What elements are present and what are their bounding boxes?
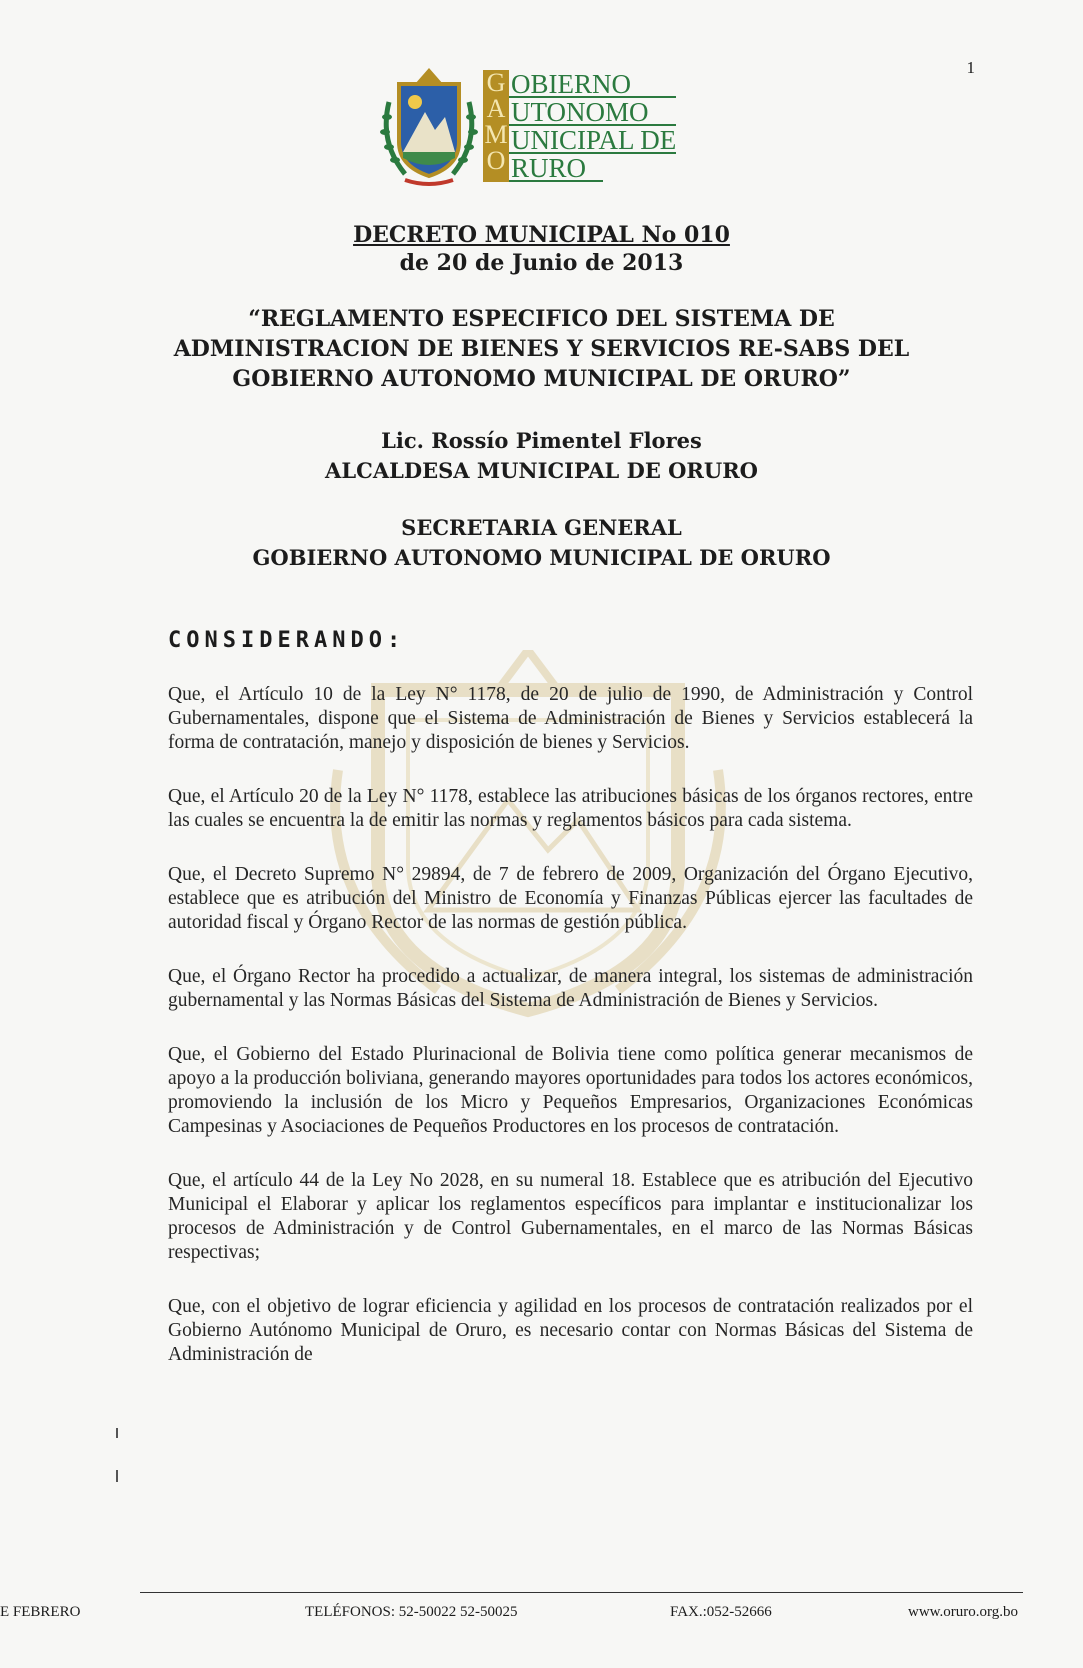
mayor-title: ALCALDESA MUNICIPAL DE ORURO [325, 458, 758, 483]
regulation-title-line: “REGLAMENTO ESPECIFICO DEL SISTEMA DE [248, 306, 835, 332]
logo-letter: G [486, 68, 506, 97]
footer-website: www.oruro.org.bo [908, 1604, 1018, 1620]
paragraph: Que, el Órgano Rector ha procedido a actualizar, de manera integral, los sistemas de administración gubernamental y las Normas Básicas del Sistema de Administración de Bienes y Servicios. [168, 966, 973, 1011]
paragraph: Que, el Gobierno del Estado Plurinacional de Bolivia tiene como política generar mecanismos de apoyo a la producción boliviana, generando mayores oportunidades para todos los actores económicos, promoviendo la inclusión de los Micro y Pequeños Empresarios, Organizaciones Económicas Campesinas y Asociaciones de Pequeños Productores en los procesos de contratación. [168, 1044, 973, 1137]
footer-address: E FEBRERO [0, 1604, 81, 1620]
logo-letter: M [484, 120, 508, 149]
page-number: 1 [966, 58, 975, 77]
logo-word: UTONOMO [509, 98, 676, 126]
decree-date: de 20 de Junio de 2013 [399, 250, 684, 276]
footer-fax: FAX.:052-52666 [670, 1604, 772, 1620]
logo-word: RURO [509, 154, 603, 182]
mayor-name: Lic. Rossío Pimentel Flores [381, 428, 702, 453]
considerando-body [168, 683, 973, 1397]
margin-mark [116, 1470, 118, 1482]
paragraph: Que, el Decreto Supremo N° 29894, de 7 de febrero de 2009, Organización del Órgano Ejecutivo, establece que es atribución del Ministro de Economía y Finanzas Públicas ejercer las facultades de autoridad fiscal y Órgano Rector de las normas de gestión pública. [168, 864, 973, 933]
considerando-heading: CONSIDERANDO: [168, 628, 406, 653]
secretariat-title: SECRETARIA GENERAL [401, 515, 682, 540]
municipal-logo [375, 62, 676, 190]
regulation-title [0, 304, 1083, 394]
regulation-title-line: GOBIERNO AUTONOMO MUNICIPAL DE ORURO” [232, 366, 851, 392]
logo-word: UNICIPAL DE [511, 125, 677, 155]
paragraph: Que, el artículo 44 de la Ley No 2028, en su numeral 18. Establece que es atribución del Ejecutivo Municipal el Elaborar y aplicar los reglamentos específicos para implantar e institucionalizar los procesos de Administración y de Control Gubernamentales, en el marco de las Normas Básicas respectivas; [168, 1170, 973, 1263]
secretariat-org: GOBIERNO AUTONOMO MUNICIPAL DE ORURO [252, 545, 831, 570]
coat-of-arms-icon [375, 62, 483, 190]
paragraph: Que, con el objetivo de lograr eficiencia y agilidad en los procesos de contratación realizados por el Gobierno Autónomo Municipal de Oruro, es necesario contar con Normas Básicas del Sistema de Administración de [168, 1296, 973, 1365]
logo-wordmark [483, 62, 676, 182]
logo-letter: O [486, 146, 506, 175]
margin-mark [116, 1428, 118, 1438]
decree-title: DECRETO MUNICIPAL No 010 [353, 222, 730, 248]
footer-divider [140, 1592, 1023, 1593]
regulation-title-line: ADMINISTRACION DE BIENES Y SERVICIOS RE-SABS DEL [173, 336, 910, 362]
paragraph: Que, el Artículo 10 de la Ley N° 1178, de 20 de julio de 1990, de Administración y Control Gubernamentales, dispone que el Sistema de Administración de Bienes y Servicios establecerá la forma de contratación, manejo y disposición de bienes y Servicios. [168, 684, 973, 753]
logo-letter: A [486, 94, 506, 123]
paragraph: Que, el Artículo 20 de la Ley N° 1178, establece las atribuciones básicas de los órganos rectores, entre las cuales se encuentra la de emitir las normas y reglamentos básicos para cada sistema. [168, 786, 973, 831]
footer-phones: TELÉFONOS: 52-50022 52-50025 [305, 1604, 518, 1620]
logo-word: OBIERNO [509, 70, 676, 98]
